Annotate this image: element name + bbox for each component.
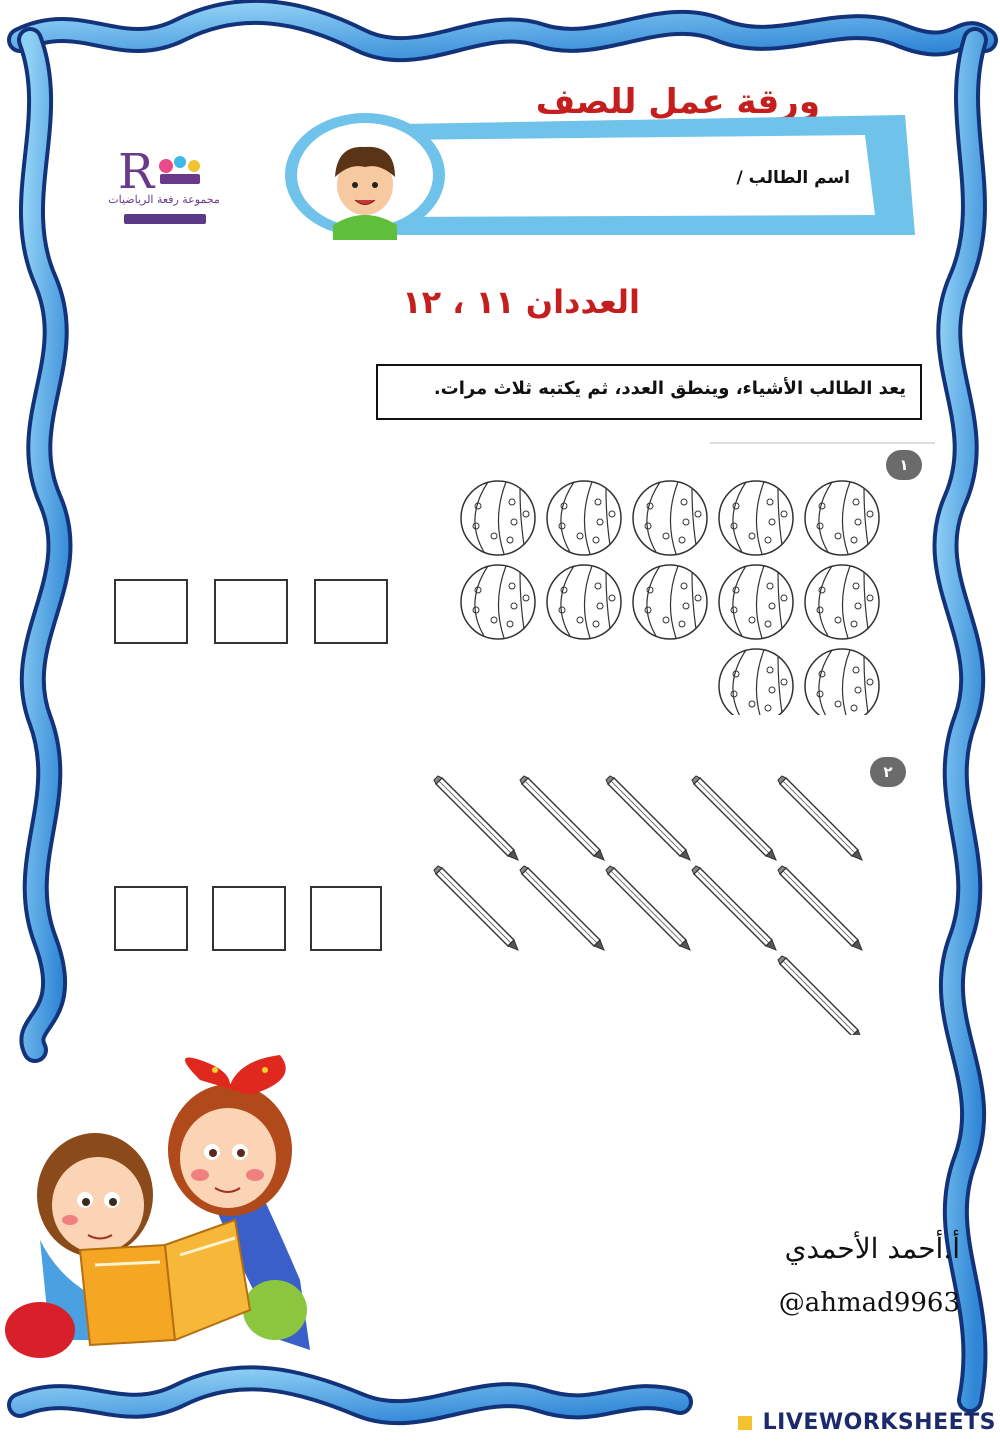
beach-ball-icon <box>547 565 621 639</box>
instruction-box: يعد الطالب الأشياء، وينطق العدد، ثم يكتبه ثلاث مرات. <box>376 364 922 420</box>
liveworksheets-logo-icon <box>738 1416 752 1430</box>
kids-reading-illustration <box>0 1040 340 1380</box>
pencil-icon <box>692 776 776 860</box>
beach-ball-icon <box>719 481 793 555</box>
beach-ball-icon <box>633 481 707 555</box>
beach-ball-icon <box>719 649 793 715</box>
author-handle: @ahmad9963 <box>778 1288 960 1318</box>
logo-tagline-bar <box>124 214 206 224</box>
beach-ball-icon <box>805 481 879 555</box>
logo-name: مجموعة رفعة الرياضيات <box>108 193 220 206</box>
beach-ball-icon <box>547 481 621 555</box>
liveworksheets-watermark <box>700 1410 996 1438</box>
beach-ball-icon <box>461 481 535 555</box>
pencils-group <box>430 770 870 1035</box>
beach-ball-icon <box>805 649 879 715</box>
beach-ball-icon <box>719 565 793 639</box>
exercise-number-badge: ٢ <box>870 757 906 787</box>
pencil-icon <box>520 866 604 950</box>
author-name: أ.أحمد الأحمدي <box>784 1232 960 1265</box>
pencil-icon <box>778 776 862 860</box>
student-name-label: اسم الطالب / <box>736 168 850 188</box>
answer-box[interactable] <box>114 579 188 644</box>
pencil-icon <box>606 776 690 860</box>
pencil-icon <box>520 776 604 860</box>
numbers-heading: العددان ١١ ، ١٢ <box>402 283 640 321</box>
watermark-text: LIVEWORKSHEETS <box>762 1410 996 1435</box>
answer-box[interactable] <box>214 579 288 644</box>
beach-ball-icon <box>633 565 707 639</box>
pencil-icon <box>434 776 518 860</box>
answer-box[interactable] <box>314 579 388 644</box>
pencil-icon <box>778 866 862 950</box>
pencil-icon <box>692 866 776 950</box>
answer-box[interactable] <box>114 886 188 951</box>
boy-avatar-icon <box>333 147 397 240</box>
divider <box>710 442 935 444</box>
balls-group <box>455 480 885 715</box>
exercise-number-badge: ١ <box>886 450 922 480</box>
answer-box[interactable] <box>212 886 286 951</box>
beach-ball-icon <box>461 565 535 639</box>
beach-ball-icon <box>805 565 879 639</box>
answer-box[interactable] <box>310 886 382 951</box>
worksheet-title: ورقة عمل للصف <box>535 82 820 122</box>
pencil-icon <box>606 866 690 950</box>
pencil-icon <box>434 866 518 950</box>
pencil-icon <box>778 956 862 1035</box>
svg-text:R: R <box>118 144 155 200</box>
